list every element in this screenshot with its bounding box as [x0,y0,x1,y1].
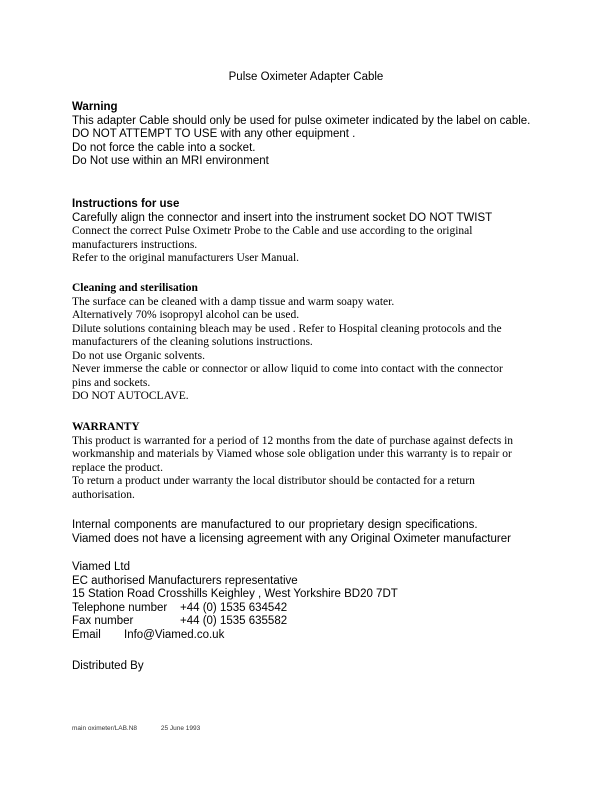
instructions-line-2: Connect the correct Pulse Oximetr Probe to the Cable and use according to the original [72,225,473,237]
warning-line-4: Do Not use within an MRI environment [72,155,269,167]
internal-section [72,519,542,546]
email-label: Email [72,628,101,641]
warning-line-3: Do not force the cable into a socket. [72,141,256,154]
warranty-section [72,421,542,502]
distributed-by-label: Distributed By [72,660,144,672]
warning-section [72,101,542,169]
instructions-section [72,198,542,266]
telephone-label: Telephone number [72,601,168,614]
cleaning-line-6: Never immerse the cable or connector or allow liquid to come into contact with the connector [72,363,503,375]
fax-value: +44 (0) 1535 635582 [180,615,288,627]
telephone-value: +44 (0) 1535 634542 [180,601,288,614]
warranty-line-3: replace the product. [72,461,163,474]
warning-line-2: DO NOT ATTEMPT TO USE with any other equipment . [72,128,356,140]
cleaning-line-3: Dilute solutions containing bleach may be used . Refer to Hospital cleaning protocols and the [72,322,502,335]
instructions-heading: Instructions for use [72,198,180,210]
cleaning-line-4: manufacturers of the cleaning solutions instructions. [72,336,313,348]
company-role: EC authorised Manufacturers representative [72,574,298,587]
instructions-line-3: manufacturers instructions. [72,238,198,251]
cleaning-line-1: The surface can be cleaned with a damp tissue and warm soapy water. [72,295,395,308]
internal-line-1: Internal components are manufactured to our proprietary design specifications. [72,519,478,531]
warranty-heading: WARRANTY [72,421,140,433]
contact-section [72,561,542,642]
instructions-line-1: Carefully align the connector and insert into the instrument socket DO NOT TWIST [72,211,493,224]
warranty-line-4: To return a product under warranty the local distributor should be contacted for a return [72,475,475,487]
warranty-line-1: This product is warranted for a period of 12 months from the date of purchase against defects in [72,434,514,447]
page-footer [72,725,200,732]
footer-file-reference: main oximeter/LAB.N8 [72,725,138,732]
telephone-row [72,602,542,616]
cleaning-line-5: Do not use Organic solvents. [72,349,205,362]
fax-row [72,615,542,629]
fax-label: Fax number [72,615,134,627]
warranty-line-5: authorisation. [72,488,135,501]
cleaning-line-8: DO NOT AUTOCLAVE. [72,390,189,402]
cleaning-line-7: pins and sockets. [72,376,151,389]
company-address: 15 Station Road Crosshills Keighley , West Yorkshire BD20 7DT [72,588,398,600]
email-value: Info@Viamed.co.uk [124,628,225,641]
email-row [72,629,542,643]
instructions-line-4: Refer to the original manufacturers User Manual. [72,252,300,264]
warranty-line-2: workmanship and materials by Viamed whose sole obligation under this warranty is to repair or [72,448,512,460]
footer-date: 25 June 1993 [160,725,201,732]
page-title: Pulse Oximeter Adapter Cable [228,71,384,83]
cleaning-heading: Cleaning and sterilisation [72,282,198,294]
warning-text: This adapter Cable should only be used for pulse oximeter indicated by the label on cable. [72,114,531,127]
internal-line-2: Viamed does not have a licensing agreement with any Original Oximeter manufacturer [72,532,511,545]
company-name: Viamed Ltd [72,561,130,573]
cleaning-line-2: Alternatively 70% isopropyl alcohol can be used. [72,309,300,321]
cleaning-section [72,282,542,404]
distributed-section [72,660,542,674]
warning-heading: Warning [72,101,118,113]
